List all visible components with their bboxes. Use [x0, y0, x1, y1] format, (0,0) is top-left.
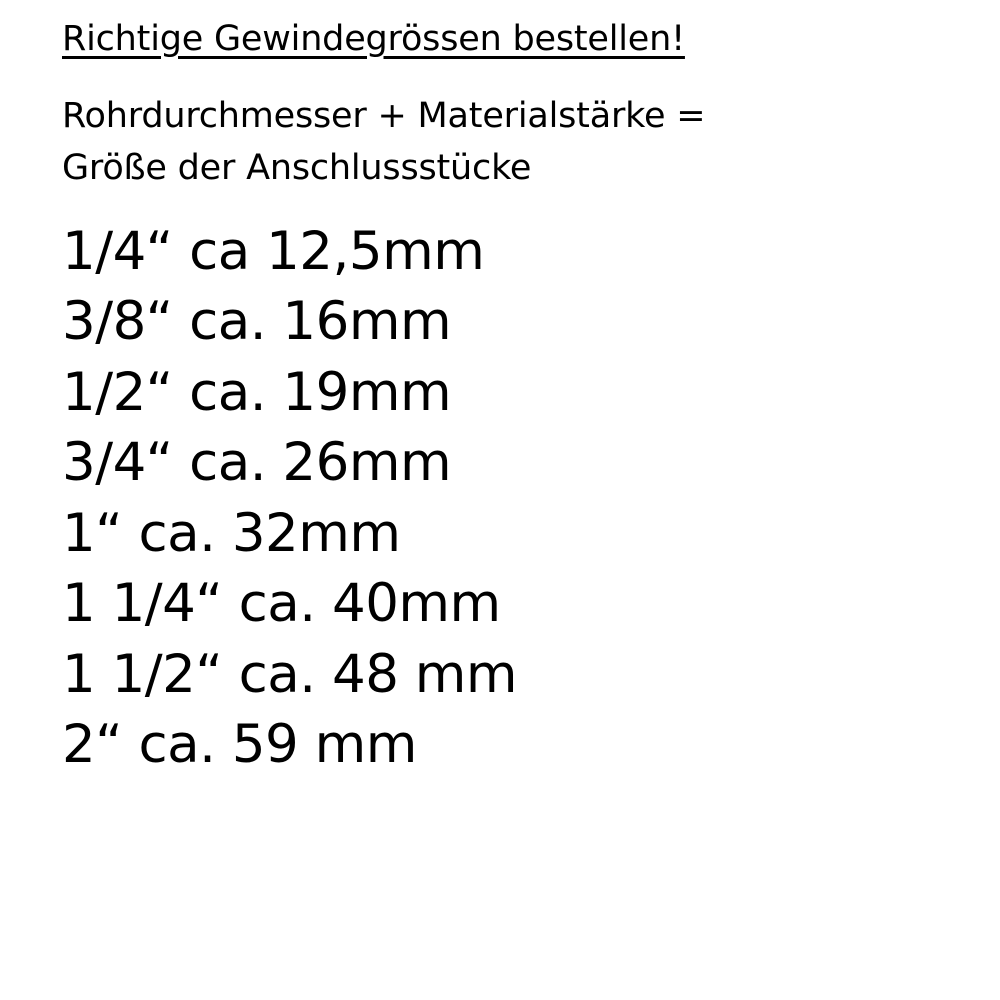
list-item: 3/8“ ca. 16mm: [62, 291, 452, 353]
formula-line-2: Größe der Anschlussstücke: [62, 148, 532, 189]
list-item: 1/4“ ca 12,5mm: [62, 220, 485, 282]
list-item: 3/4“ ca. 26mm: [62, 432, 452, 494]
list-item: 1/2“ ca. 19mm: [62, 361, 452, 423]
formula-line-1: Rohrdurchmesser + Materialstärke =: [62, 95, 706, 136]
formula-text: [62, 90, 942, 195]
size-list: [62, 217, 1000, 781]
page-title: Richtige Gewindegrössen bestellen!: [62, 19, 685, 59]
list-item: 1 1/2“ ca. 48 mm: [62, 643, 518, 705]
list-item: 1 1/4“ ca. 40mm: [62, 573, 501, 635]
list-item: 1“ ca. 32mm: [62, 502, 401, 564]
list-item: 2“ ca. 59 mm: [62, 714, 417, 776]
